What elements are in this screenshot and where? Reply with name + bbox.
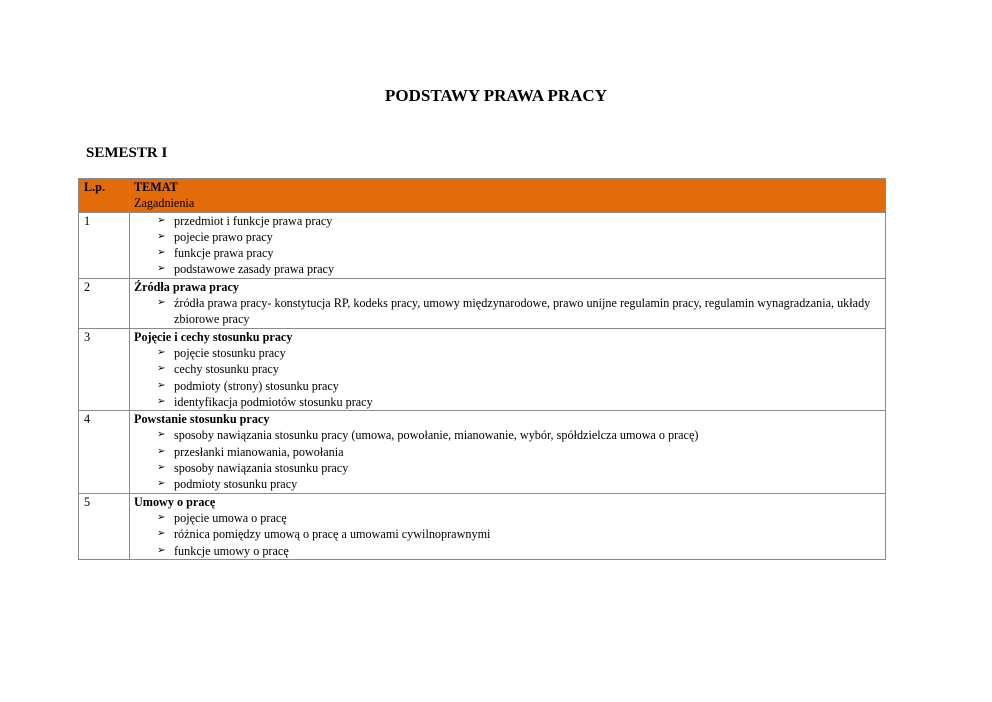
row-number-cell xyxy=(79,212,130,278)
topic-cell xyxy=(130,328,886,410)
arrow-bullet-icon: ➢ xyxy=(157,462,166,474)
topic-cell xyxy=(130,411,886,493)
list-item-text: przesłanki mianowania, powołania xyxy=(174,444,344,459)
list-item xyxy=(134,261,885,277)
row-number-cell xyxy=(79,411,130,493)
list-item xyxy=(134,378,885,394)
header-zagadnienia-label: Zagadnienia xyxy=(134,196,195,211)
table-row xyxy=(79,493,886,559)
topic-items-list xyxy=(134,213,885,278)
document-title: PODSTAWY PRAWA PRACY xyxy=(385,86,607,105)
topic-cell xyxy=(130,493,886,559)
list-item xyxy=(134,526,885,542)
table-row xyxy=(79,212,886,278)
arrow-bullet-icon: ➢ xyxy=(157,379,166,391)
list-item-text: przedmiot i funkcje prawa pracy xyxy=(174,213,333,228)
list-item-text: podmioty stosunku pracy xyxy=(174,477,298,492)
topic-cell xyxy=(130,212,886,278)
list-item-text: cechy stosunku pracy xyxy=(174,362,279,377)
list-item xyxy=(134,543,885,559)
topic-items-list xyxy=(134,345,885,410)
topic-items-list xyxy=(134,295,885,328)
row-number: 5 xyxy=(84,494,91,509)
list-item xyxy=(134,444,885,460)
arrow-bullet-icon: ➢ xyxy=(157,528,166,540)
arrow-bullet-icon: ➢ xyxy=(157,445,166,457)
row-number: 4 xyxy=(84,412,91,427)
arrow-bullet-icon: ➢ xyxy=(157,511,166,523)
topic-cell xyxy=(130,278,886,328)
arrow-bullet-icon: ➢ xyxy=(157,263,166,275)
row-number-cell xyxy=(79,493,130,559)
arrow-bullet-icon: ➢ xyxy=(157,478,166,490)
arrow-bullet-icon: ➢ xyxy=(157,247,166,259)
table-row xyxy=(79,411,886,493)
header-lp-label: L.p. xyxy=(84,180,106,194)
topic-title: Powstanie stosunku pracy xyxy=(134,412,270,427)
row-number: 2 xyxy=(84,279,91,294)
list-item xyxy=(134,245,885,261)
list-item xyxy=(134,394,885,410)
list-item xyxy=(134,427,885,443)
row-number: 1 xyxy=(84,213,91,228)
list-item xyxy=(134,229,885,245)
arrow-bullet-icon: ➢ xyxy=(157,363,166,375)
semester-heading: SEMESTR I xyxy=(86,145,168,161)
list-item-text: sposoby nawiązania stosunku pracy xyxy=(174,461,349,476)
list-item xyxy=(134,510,885,526)
list-item-text: podstawowe zasady prawa pracy xyxy=(174,262,335,277)
list-item xyxy=(134,361,885,377)
topic-items-list xyxy=(134,427,885,492)
header-temat-label: TEMAT xyxy=(134,180,178,194)
table-row xyxy=(79,328,886,410)
arrow-bullet-icon: ➢ xyxy=(157,214,166,226)
list-item xyxy=(134,345,885,361)
topic-title: Umowy o pracę xyxy=(134,494,216,509)
list-item-text: identyfikacja podmiotów stosunku pracy xyxy=(174,394,373,409)
arrow-bullet-icon: ➢ xyxy=(157,297,166,309)
list-item-text: sposoby nawiązania stosunku pracy (umowa, powołanie, mianowanie, wybór, spółdzielcza umowa o pracę) xyxy=(174,428,699,443)
list-item-text: funkcje umowy o pracę xyxy=(174,543,289,558)
list-item-text: pojęcie stosunku pracy xyxy=(174,345,286,360)
topic-title: Pojęcie i cechy stosunku pracy xyxy=(134,329,293,344)
topic-items-list xyxy=(134,510,885,559)
topic-title: Źródła prawa pracy xyxy=(134,279,239,294)
row-number: 3 xyxy=(84,329,91,344)
arrow-bullet-icon: ➢ xyxy=(157,230,166,242)
topics-table xyxy=(78,178,886,560)
list-item xyxy=(134,295,885,328)
list-item xyxy=(134,213,885,229)
list-item-text: funkcje prawa pracy xyxy=(174,246,274,261)
row-number-cell xyxy=(79,278,130,328)
list-item-text: podmioty (strony) stosunku pracy xyxy=(174,378,339,393)
arrow-bullet-icon: ➢ xyxy=(157,429,166,441)
list-item xyxy=(134,460,885,476)
arrow-bullet-icon: ➢ xyxy=(157,346,166,358)
table-header-row xyxy=(79,179,886,213)
header-lp xyxy=(79,179,130,213)
header-topic xyxy=(130,179,886,213)
list-item-text: pojęcie umowa o pracę xyxy=(174,510,287,525)
list-item-text: źródła prawa pracy- konstytucja RP, kodeks pracy, umowy międzynarodowe, prawo unijne regulamin pracy, regulamin wynagradzania, układy zbiorowe pracy xyxy=(174,296,871,327)
table-row xyxy=(79,278,886,328)
list-item-text: pojecie prawo pracy xyxy=(174,229,273,244)
list-item-text: różnica pomiędzy umową o pracę a umowami cywilnoprawnymi xyxy=(174,527,491,542)
arrow-bullet-icon: ➢ xyxy=(157,544,166,556)
arrow-bullet-icon: ➢ xyxy=(157,395,166,407)
row-number-cell xyxy=(79,328,130,410)
list-item xyxy=(134,476,885,492)
